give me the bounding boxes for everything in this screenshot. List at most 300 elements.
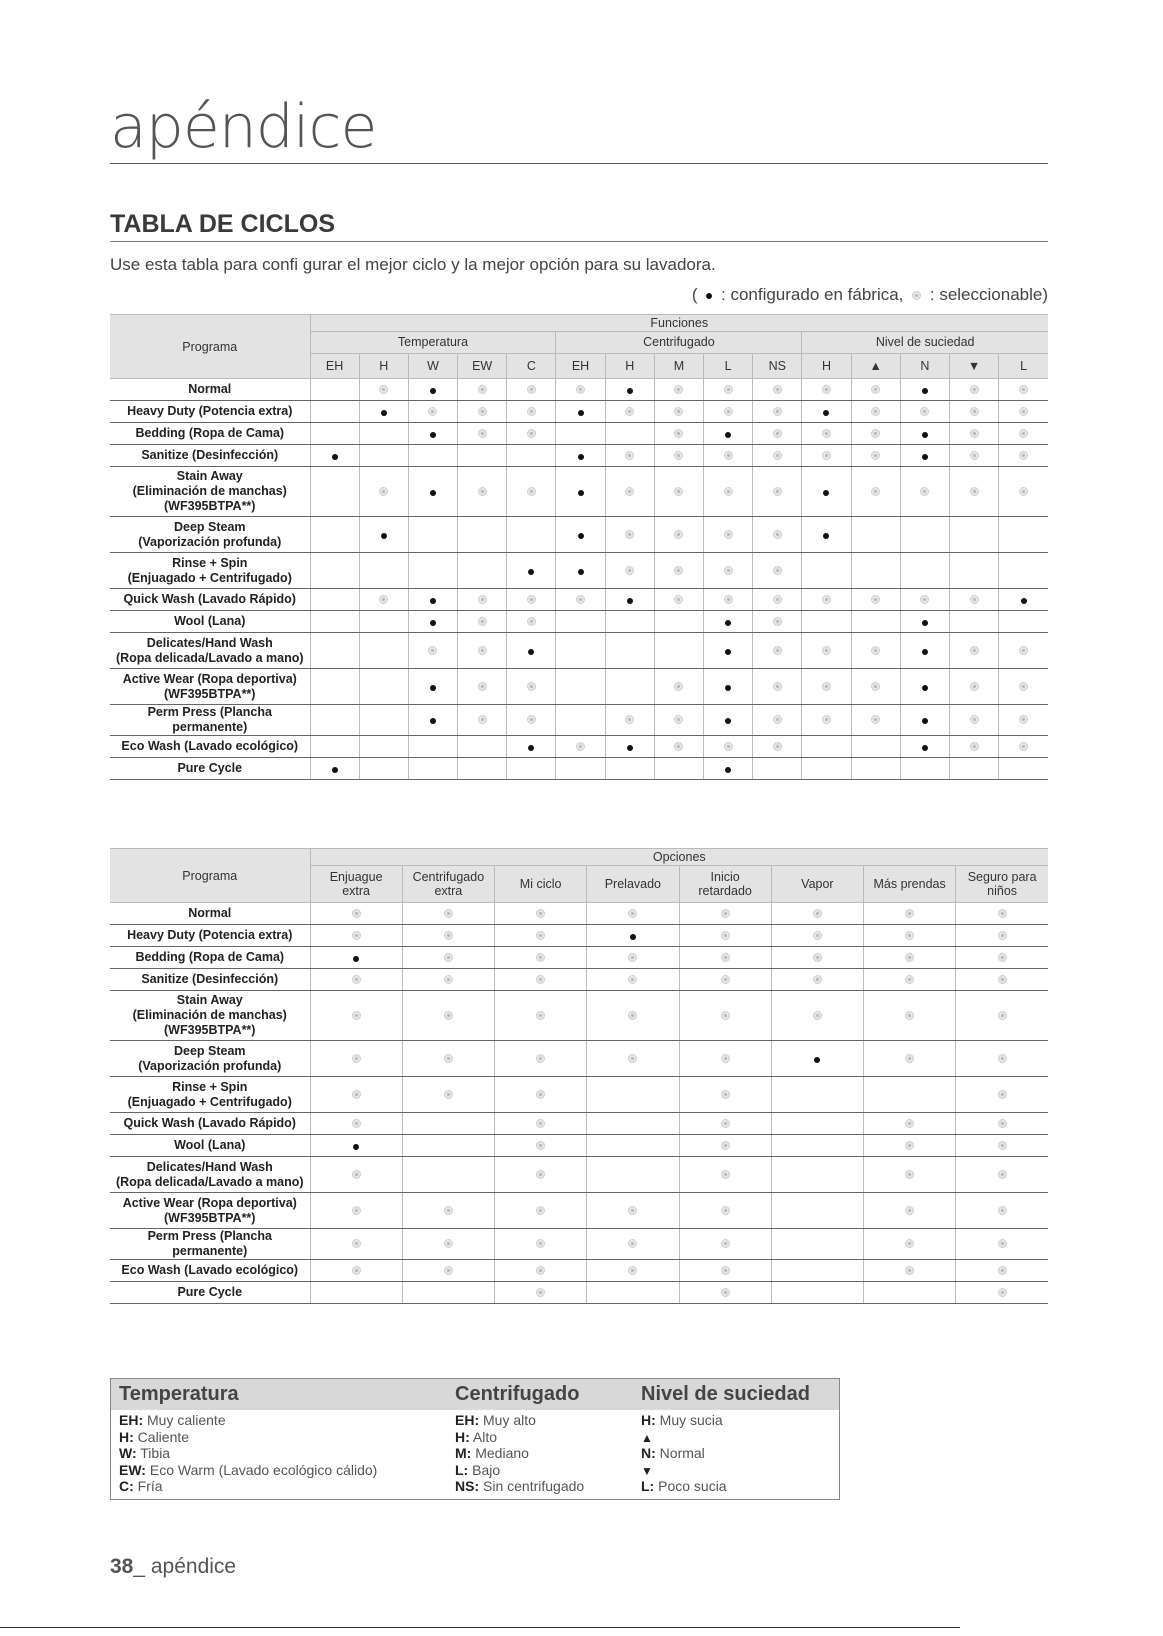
table-cell <box>949 589 998 611</box>
table-cell <box>605 423 654 445</box>
selectable-dot-icon <box>970 407 979 416</box>
selectable-dot-icon <box>478 407 487 416</box>
selectable-dot-icon <box>352 1011 361 1020</box>
factory-default-dot-icon <box>430 388 436 394</box>
factory-default-dot-icon <box>578 454 584 460</box>
table-cell <box>900 705 949 736</box>
table-row <box>110 1282 1048 1304</box>
table-cell <box>458 611 507 633</box>
table-cell <box>556 401 605 423</box>
selectable-dot-icon <box>721 931 730 940</box>
table-cell <box>999 705 1048 736</box>
table-cell <box>654 611 703 633</box>
selectable-dot-icon <box>773 487 782 496</box>
table-cell <box>949 611 998 633</box>
selectable-dot-icon <box>674 566 683 575</box>
selectable-dot-icon <box>970 715 979 724</box>
factory-default-dot-icon <box>725 767 731 773</box>
table-cell <box>495 903 587 925</box>
table-cell <box>864 1260 956 1282</box>
factory-default-dot-icon <box>922 685 928 691</box>
options-column-header: Centrifugado extra <box>402 866 494 903</box>
selectable-dot-icon <box>920 487 929 496</box>
selectable-dot-icon <box>773 451 782 460</box>
key-desc: Normal <box>655 1445 705 1461</box>
table-cell <box>753 669 802 705</box>
table-cell <box>949 705 998 736</box>
table-cell <box>310 445 359 467</box>
table-cell <box>402 1041 494 1077</box>
table-cell <box>679 925 771 947</box>
key-item <box>641 1478 833 1495</box>
functions-group-header: Funciones <box>310 315 1048 332</box>
table-cell <box>704 401 753 423</box>
factory-default-dot-icon <box>823 410 829 416</box>
selectable-dot-icon <box>998 1266 1007 1275</box>
table-cell <box>507 669 556 705</box>
selectable-dot-icon <box>478 646 487 655</box>
factory-default-dot-icon <box>528 649 534 655</box>
selectable-dot-icon <box>536 909 545 918</box>
selectable-dot-icon <box>478 595 487 604</box>
selectable-dot-icon <box>536 1206 545 1215</box>
table-cell <box>851 705 900 736</box>
table-cell <box>507 401 556 423</box>
selectable-dot-icon <box>536 1288 545 1297</box>
table-cell <box>359 401 408 423</box>
selectable-dot-icon <box>871 682 880 691</box>
factory-default-dot-icon <box>725 620 731 626</box>
factory-default-dot-icon <box>922 432 928 438</box>
table-cell <box>956 1193 1048 1229</box>
table-cell <box>402 1157 494 1193</box>
table-cell <box>999 445 1048 467</box>
program-name: Pure Cycle <box>110 1282 310 1304</box>
table-cell <box>771 1193 863 1229</box>
table-cell <box>704 517 753 553</box>
table-cell <box>956 903 1048 925</box>
table-cell <box>310 925 402 947</box>
key-abbr: H: <box>455 1428 470 1445</box>
table-cell <box>704 669 753 705</box>
selectable-dot-icon <box>1019 385 1028 394</box>
selectable-dot-icon <box>905 975 914 984</box>
selectable-dot-icon <box>905 1266 914 1275</box>
table-cell <box>771 1157 863 1193</box>
table-cell <box>704 423 753 445</box>
table-cell <box>900 758 949 780</box>
key-abbr: EH: <box>455 1412 480 1428</box>
table-cell <box>771 991 863 1041</box>
table-cell <box>771 925 863 947</box>
factory-default-dot-icon <box>630 934 636 940</box>
chapter-divider <box>110 163 1048 164</box>
selectable-dot-icon <box>352 1206 361 1215</box>
table-cell <box>310 1077 402 1113</box>
table-cell <box>851 423 900 445</box>
table-cell <box>753 517 802 553</box>
table-cell <box>605 445 654 467</box>
bottom-divider <box>0 1627 960 1628</box>
table-cell <box>402 1260 494 1282</box>
factory-default-dot-icon <box>922 718 928 724</box>
table-cell <box>802 379 851 401</box>
key-desc: Muy caliente <box>143 1412 226 1428</box>
selectable-dot-icon <box>920 407 929 416</box>
table-cell <box>402 1135 494 1157</box>
table-cell <box>310 758 359 780</box>
table-cell <box>310 611 359 633</box>
table-cell <box>408 758 457 780</box>
selectable-dot-icon <box>912 291 921 300</box>
table-cell <box>310 423 359 445</box>
selectable-dot-icon <box>724 530 733 539</box>
selectable-dot-icon <box>813 909 822 918</box>
selectable-dot-icon <box>379 385 388 394</box>
table-cell <box>704 633 753 669</box>
key-abbr: H: <box>641 1412 656 1428</box>
factory-default-dot-icon <box>430 598 436 604</box>
table-cell <box>408 736 457 758</box>
selectable-dot-icon <box>1019 742 1028 751</box>
table-cell <box>771 903 863 925</box>
table-cell <box>556 467 605 517</box>
table-cell <box>587 1135 679 1157</box>
table-cell <box>704 467 753 517</box>
table-cell <box>753 736 802 758</box>
selectable-dot-icon <box>905 1011 914 1020</box>
table-cell <box>999 553 1048 589</box>
key-item <box>455 1478 627 1495</box>
program-name: Sanitize (Desinfección) <box>110 969 310 991</box>
selectable-dot-icon <box>721 953 730 962</box>
selectable-dot-icon <box>527 682 536 691</box>
selectable-dot-icon <box>625 566 634 575</box>
table-cell <box>359 669 408 705</box>
table-cell <box>605 379 654 401</box>
table-cell <box>507 589 556 611</box>
selectable-dot-icon <box>871 487 880 496</box>
table-cell <box>556 758 605 780</box>
table-cell <box>310 1260 402 1282</box>
table-cell <box>495 925 587 947</box>
table-cell <box>999 517 1048 553</box>
selectable-dot-icon <box>721 1206 730 1215</box>
table-cell <box>802 401 851 423</box>
selectable-dot-icon <box>773 595 782 604</box>
table-cell <box>704 445 753 467</box>
key-abbr: EH: <box>119 1412 144 1428</box>
functions-column-header: NS <box>753 353 802 378</box>
page-number: 38 <box>110 1555 134 1578</box>
selectable-dot-icon <box>527 715 536 724</box>
table-cell <box>458 736 507 758</box>
selectable-dot-icon <box>536 931 545 940</box>
selectable-dot-icon <box>998 1170 1007 1179</box>
selectable-dot-icon <box>628 1266 637 1275</box>
table-cell <box>753 553 802 589</box>
selectable-dot-icon <box>998 1141 1007 1150</box>
table-cell <box>864 969 956 991</box>
table-cell <box>605 736 654 758</box>
table-cell <box>851 517 900 553</box>
factory-default-dot-icon <box>430 490 436 496</box>
table-cell <box>802 669 851 705</box>
selectable-dot-icon <box>998 1054 1007 1063</box>
table-row <box>110 553 1048 589</box>
key-desc: Caliente <box>133 1428 190 1445</box>
functions-column-header: EH <box>310 353 359 378</box>
selectable-dot-icon <box>724 487 733 496</box>
selectable-dot-icon <box>822 715 831 724</box>
table-cell <box>402 947 494 969</box>
selectable-dot-icon <box>970 451 979 460</box>
key-item <box>119 1445 441 1462</box>
table-cell <box>679 1260 771 1282</box>
table-cell <box>408 669 457 705</box>
key-desc: Muy alto <box>479 1412 536 1428</box>
selectable-dot-icon <box>721 1090 730 1099</box>
selectable-dot-icon <box>998 1239 1007 1248</box>
key-desc: Bajo <box>468 1461 501 1478</box>
table-row <box>110 1113 1048 1135</box>
selectable-dot-icon <box>536 1141 545 1150</box>
table-cell <box>556 445 605 467</box>
selectable-dot-icon <box>998 1119 1007 1128</box>
table-cell <box>507 736 556 758</box>
selectable-dot-icon <box>674 682 683 691</box>
functions-column-header: M <box>654 353 703 378</box>
table-cell <box>851 401 900 423</box>
selectable-dot-icon <box>478 385 487 394</box>
selectable-dot-icon <box>527 407 536 416</box>
table-cell <box>556 553 605 589</box>
legend-selectable-label: : seleccionable) <box>929 285 1048 304</box>
functions-column-header: ▲ <box>851 353 900 378</box>
table-cell <box>704 736 753 758</box>
options-column-header: Mi ciclo <box>495 866 587 903</box>
table-cell <box>408 423 457 445</box>
options-column-header: Seguro para niños <box>956 866 1048 903</box>
selectable-dot-icon <box>674 487 683 496</box>
table-row <box>110 705 1048 736</box>
table-cell <box>605 401 654 423</box>
table-cell <box>802 467 851 517</box>
selectable-dot-icon <box>871 385 880 394</box>
table-cell <box>402 969 494 991</box>
table-cell <box>851 553 900 589</box>
selectable-dot-icon <box>628 909 637 918</box>
table-cell <box>507 633 556 669</box>
table-cell <box>507 517 556 553</box>
table-row <box>110 1157 1048 1193</box>
functions-subgroup-header: Nivel de suciedad <box>802 332 1048 353</box>
table-cell <box>802 517 851 553</box>
selectable-dot-icon <box>998 909 1007 918</box>
table-cell <box>949 669 998 705</box>
table-cell <box>408 589 457 611</box>
table-cell <box>507 445 556 467</box>
factory-default-dot-icon <box>578 569 584 575</box>
key-item <box>641 1462 833 1479</box>
table-cell <box>310 969 402 991</box>
table-cell <box>310 669 359 705</box>
table-cell <box>704 379 753 401</box>
factory-default-dot-icon <box>823 533 829 539</box>
table-cell <box>999 611 1048 633</box>
table-cell <box>408 517 457 553</box>
selectable-dot-icon <box>478 487 487 496</box>
selectable-dot-icon <box>527 595 536 604</box>
program-name: Rinse + Spin (Enjuagado + Centrifugado) <box>110 553 310 589</box>
table-cell <box>310 705 359 736</box>
table-cell <box>704 611 753 633</box>
program-name: Active Wear (Ropa deportiva) (WF395BTPA**) <box>110 1193 310 1229</box>
table-cell <box>359 467 408 517</box>
functions-column-header: H <box>802 353 851 378</box>
table-cell <box>359 553 408 589</box>
table-cell <box>802 445 851 467</box>
table-row <box>110 589 1048 611</box>
options-column-header: Más prendas <box>864 866 956 903</box>
soil-level-arrow-icon: ▼ <box>641 1463 653 1478</box>
key-abbr: L: <box>455 1461 469 1478</box>
selectable-dot-icon <box>536 953 545 962</box>
functions-table <box>110 314 1048 780</box>
table-cell <box>359 736 408 758</box>
key-item <box>119 1429 441 1446</box>
key-item <box>119 1478 441 1495</box>
table-cell <box>753 445 802 467</box>
table-cell <box>802 758 851 780</box>
table-cell <box>310 553 359 589</box>
selectable-dot-icon <box>773 566 782 575</box>
functions-column-header: EW <box>458 353 507 378</box>
table-cell <box>408 379 457 401</box>
table-row <box>110 445 1048 467</box>
table-cell <box>864 1077 956 1113</box>
factory-default-dot-icon <box>430 620 436 626</box>
selectable-dot-icon <box>628 1054 637 1063</box>
table-cell <box>605 633 654 669</box>
factory-default-dot-icon <box>528 569 534 575</box>
selectable-dot-icon <box>527 617 536 626</box>
table-cell <box>679 1282 771 1304</box>
selectable-dot-icon <box>970 682 979 691</box>
selectable-dot-icon <box>998 1090 1007 1099</box>
table-cell <box>587 1229 679 1260</box>
selectable-dot-icon <box>536 1054 545 1063</box>
selectable-dot-icon <box>724 595 733 604</box>
table-cell <box>679 1193 771 1229</box>
table-cell <box>310 1157 402 1193</box>
table-cell <box>999 736 1048 758</box>
program-name: Eco Wash (Lavado ecológico) <box>110 1260 310 1282</box>
selectable-dot-icon <box>1019 715 1028 724</box>
table-cell <box>605 611 654 633</box>
key-item <box>455 1412 627 1429</box>
table-cell <box>802 736 851 758</box>
table-cell <box>771 1113 863 1135</box>
table-cell <box>495 1229 587 1260</box>
table-cell <box>802 705 851 736</box>
options-column-header: Vapor <box>771 866 863 903</box>
program-name: Bedding (Ropa de Cama) <box>110 947 310 969</box>
table-cell <box>587 1157 679 1193</box>
table-cell <box>587 1077 679 1113</box>
footer-label: _ apéndice <box>133 1555 237 1578</box>
table-cell <box>556 633 605 669</box>
selectable-dot-icon <box>379 487 388 496</box>
key-abbr: L: <box>641 1478 655 1494</box>
selectable-dot-icon <box>813 975 822 984</box>
selectable-dot-icon <box>536 1119 545 1128</box>
factory-default-dot-icon <box>578 490 584 496</box>
table-cell <box>956 991 1048 1041</box>
selectable-dot-icon <box>379 595 388 604</box>
selectable-dot-icon <box>444 1266 453 1275</box>
table-cell <box>310 517 359 553</box>
program-header: Programa <box>110 849 310 903</box>
table-cell <box>704 705 753 736</box>
table-cell <box>402 991 494 1041</box>
table-cell <box>359 589 408 611</box>
factory-default-dot-icon <box>528 745 534 751</box>
table-cell <box>704 553 753 589</box>
table-cell <box>949 553 998 589</box>
selectable-dot-icon <box>352 931 361 940</box>
program-name: Delicates/Hand Wash (Ropa delicada/Lavado a mano) <box>110 1157 310 1193</box>
selectable-dot-icon <box>813 931 822 940</box>
factory-default-dot-icon <box>627 388 633 394</box>
table-cell <box>605 705 654 736</box>
factory-default-dot-icon <box>725 649 731 655</box>
table-cell <box>851 589 900 611</box>
table-cell <box>458 467 507 517</box>
table-cell <box>587 1041 679 1077</box>
table-cell <box>458 517 507 553</box>
table-cell <box>605 517 654 553</box>
selectable-dot-icon <box>352 1054 361 1063</box>
selectable-dot-icon <box>813 1011 822 1020</box>
factory-default-dot-icon <box>430 685 436 691</box>
selectable-dot-icon <box>721 1239 730 1248</box>
selectable-dot-icon <box>822 429 831 438</box>
table-cell <box>587 991 679 1041</box>
table-cell <box>402 1282 494 1304</box>
table-cell <box>556 423 605 445</box>
selectable-dot-icon <box>625 451 634 460</box>
selectable-dot-icon <box>536 1090 545 1099</box>
selectable-dot-icon <box>721 1266 730 1275</box>
table-cell <box>679 991 771 1041</box>
table-row <box>110 517 1048 553</box>
table-cell <box>864 903 956 925</box>
table-row <box>110 669 1048 705</box>
selectable-dot-icon <box>998 931 1007 940</box>
program-name: Wool (Lana) <box>110 1135 310 1157</box>
table-cell <box>587 969 679 991</box>
table-cell <box>408 705 457 736</box>
selectable-dot-icon <box>478 617 487 626</box>
selectable-dot-icon <box>628 1206 637 1215</box>
table-cell <box>753 401 802 423</box>
table-cell <box>956 1229 1048 1260</box>
table-cell <box>359 423 408 445</box>
table-cell <box>949 467 998 517</box>
key-abbr: W: <box>119 1445 137 1461</box>
table-cell <box>900 401 949 423</box>
